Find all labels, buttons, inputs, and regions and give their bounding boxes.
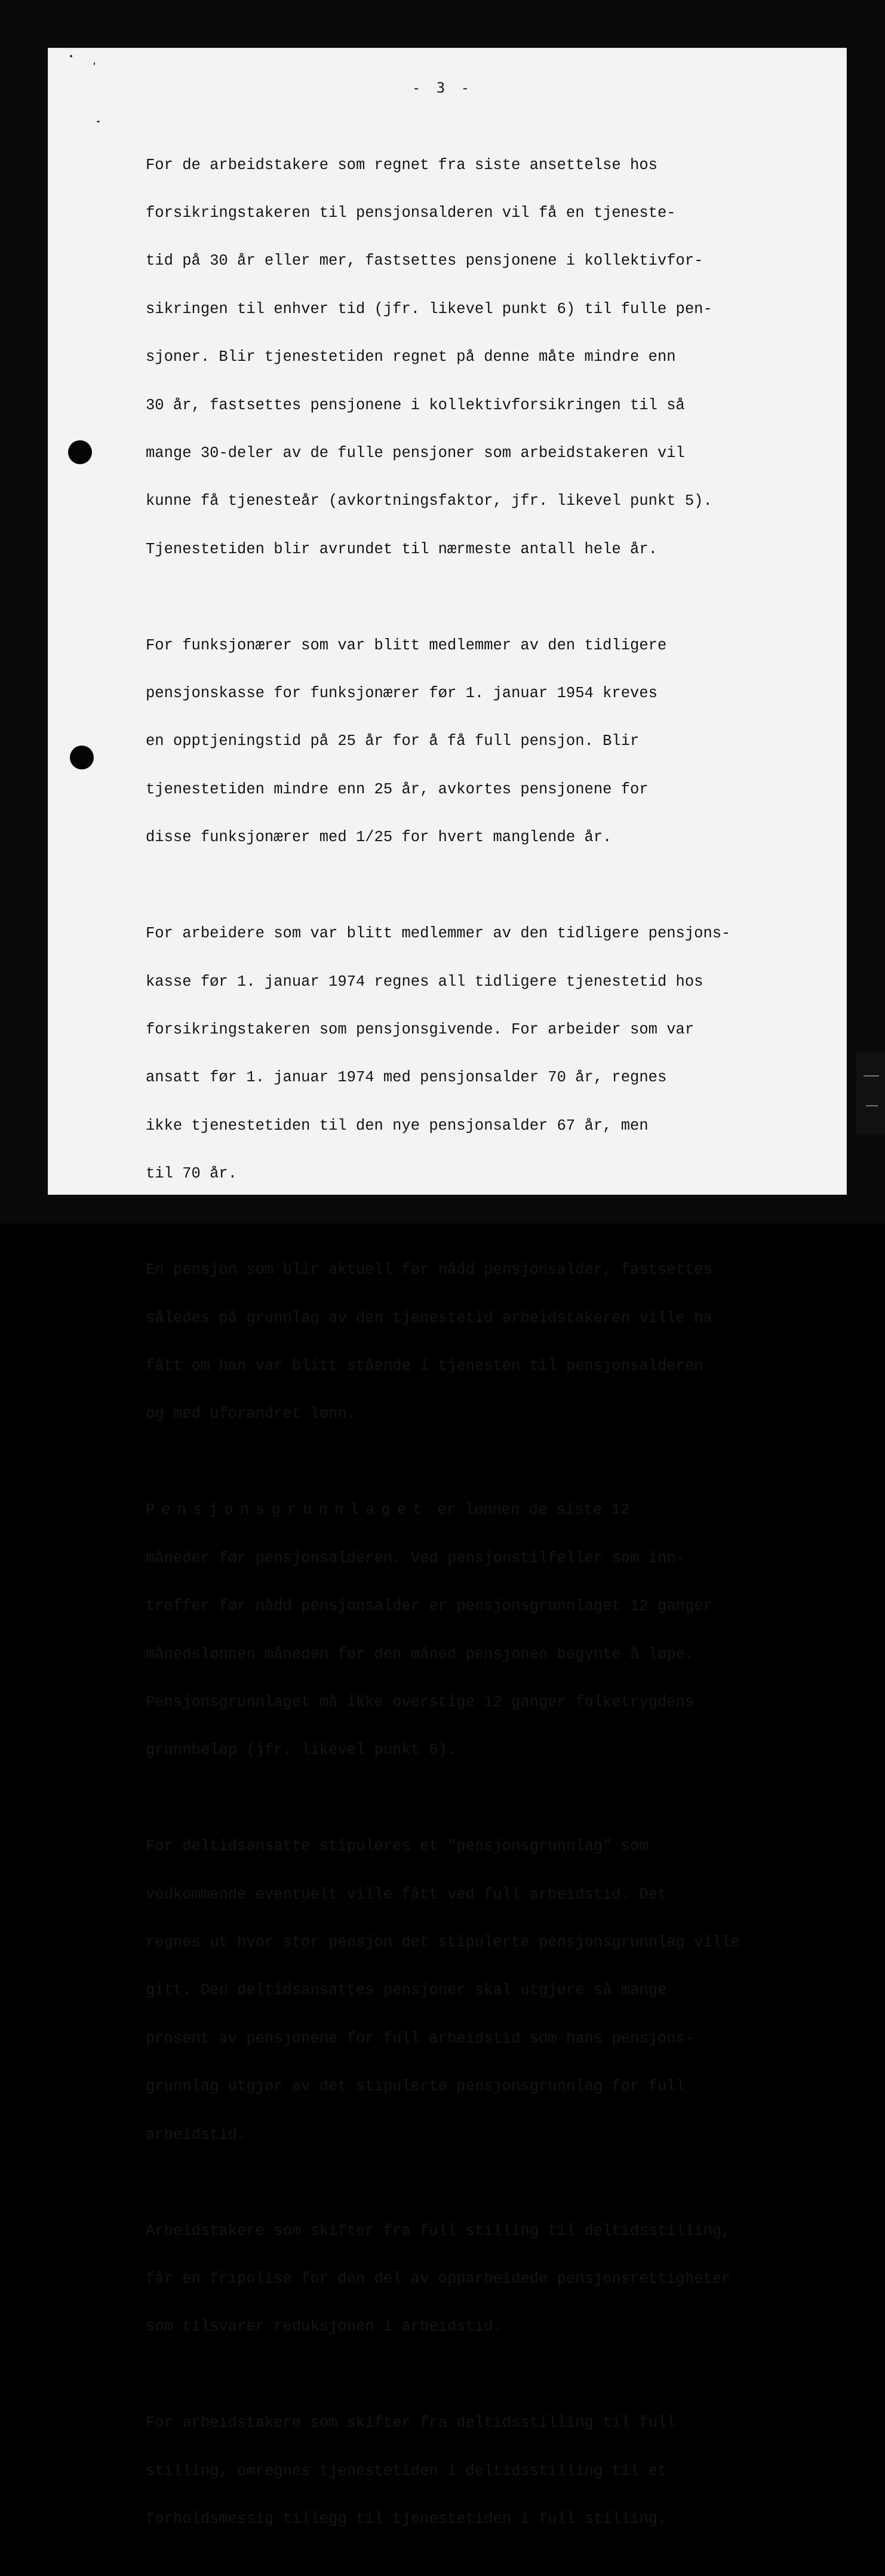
- text-line: sikringen til enhver tid (jfr. likevel punkt 6) til fulle pen-: [146, 300, 712, 318]
- text-line: ikke tjenestetiden til den nye pensjonsalder 67 år, men: [146, 1117, 649, 1134]
- text-line: For funksjonærer som var blitt medlemmer av den tidligere: [146, 636, 667, 654]
- paragraph: [146, 2191, 791, 2368]
- paragraph: [146, 894, 791, 1215]
- text-line: får en fripolise for den del av opparbeidede pensjonsrettigheter: [146, 2270, 731, 2287]
- scan-speck: [97, 121, 100, 122]
- text-line: treffer før nådd pensjonsalder er pensjonsgrunnlaget 12 ganger: [146, 1597, 712, 1615]
- text-line: arbeidstid.: [146, 2126, 247, 2143]
- text-line: Pensjonsgrunnlaget må ikke overstige 12 ganger folketrygdens: [146, 1693, 695, 1711]
- text-line: som tilsvarer reduksjonen i arbeidstid.: [146, 2318, 502, 2336]
- text-line: til 70 år.: [146, 1165, 238, 1183]
- paragraph: [146, 1807, 791, 2175]
- text-line: tjenestetiden mindre enn 25 år, avkortes pensjonene for: [146, 780, 649, 798]
- paragraph: [146, 1471, 791, 1791]
- text-line: grunnbeløp (jfr. likevel punkt 6).: [146, 1741, 457, 1759]
- text-line: En pensjon som blir aktuell før nådd pensjonsalder, fastsettes: [146, 1261, 712, 1279]
- text-line: fått om han var blitt stående i tjenesten til pensjonsalderen: [146, 1357, 703, 1375]
- text-line: således på grunnlag av den tjenestetid arbeidstakeren ville ha: [146, 1309, 712, 1327]
- text-line: måneder før pensjonsalderen. Ved pensjonstilfeller som inn-: [146, 1549, 685, 1567]
- text-line: og med uforandret lønn.: [146, 1405, 356, 1423]
- punch-hole-icon: [68, 440, 92, 464]
- paragraph: [146, 1231, 791, 1455]
- text-line: [146, 1502, 791, 1519]
- text-line: en opptjeningstid på 25 år for å få full pensjon. Blir: [146, 732, 640, 750]
- text-line: pensjonskasse for funksjonærer før 1. januar 1954 kreves: [146, 685, 657, 703]
- text-line: forsikringstakeren til pensjonsalderen vil få en tjeneste-: [146, 204, 676, 222]
- text-line: sjoner. Blir tjenestetiden regnet på denne måte mindre enn: [146, 348, 676, 366]
- text-line: gitt. Den deltidsansattes pensjoner skal utgjøre så mange: [146, 1982, 667, 2000]
- scanner-edge-mark: [856, 1051, 885, 1135]
- text-fragment: er lønnen de siste 12: [428, 1501, 630, 1519]
- text-line: månedslønnen måneden før den måned pensjonen begynte å løpe.: [146, 1645, 695, 1663]
- text-line: mange 30-deler av de fulle pensjoner som arbeidstakeren vil: [146, 444, 685, 462]
- text-line: forholdsmessig tillegg til tjenestetiden i full stilling.: [146, 2510, 667, 2528]
- page-number: - 3 -: [411, 79, 474, 96]
- text-line: grunnlag utgjør av det stipulerte pensjonsgrunnlag for full: [146, 2078, 685, 2096]
- scan-speck: [94, 62, 95, 65]
- text-line: forsikringstakeren som pensjonsgivende. For arbeider som var: [146, 1021, 695, 1039]
- text-line: Tjenestetiden blir avrundet til nærmeste antall hele år.: [146, 540, 657, 558]
- scan-speck: [70, 55, 72, 57]
- text-line: For arbeidstakere som skifter fra deltidsstilling til full: [146, 2414, 676, 2432]
- text-line: regnes ut hvor stor pensjon det stipulerte pensjonsgrunnlag ville: [146, 1934, 740, 1952]
- text-line: For de arbeidstakere som regnet fra siste ansettelse hos: [146, 156, 657, 174]
- text-line: kunne få tjenesteår (avkortningsfaktor, jfr. likevel punkt 5).: [146, 492, 712, 510]
- text-line: For deltidsansatte stipuleres et "pensjonsgrunnlag" som: [146, 1838, 649, 1856]
- document-body: [146, 125, 791, 2576]
- paragraph: [146, 125, 791, 590]
- paragraph: [146, 606, 791, 878]
- text-line: For arbeidere som var blitt medlemmer av den tidligere pensjons-: [146, 925, 731, 943]
- text-line: vedkommende eventuelt ville fått ved full arbeidstid. Det: [146, 1885, 667, 1903]
- text-line: Arbeidstakere som skifter fra full stilling til deltidsstilling,: [146, 2222, 731, 2240]
- paragraph: [146, 2384, 791, 2560]
- text-line: stilling, omregnes tjenestetiden i deltidsstilling til et: [146, 2462, 667, 2480]
- text-line: tid på 30 år eller mer, fastsettes pensjonene i kollektivfor-: [146, 252, 703, 270]
- text-line: kasse før 1. januar 1974 regnes all tidligere tjenestetid hos: [146, 973, 703, 990]
- emphasis-term: Pensjonsgrunnlaget: [146, 1501, 429, 1519]
- punch-hole-icon: [70, 746, 94, 769]
- text-line: disse funksjonærer med 1/25 for hvert manglende år.: [146, 829, 612, 847]
- text-line: ansatt før 1. januar 1974 med pensjonsalder 70 år, regnes: [146, 1069, 667, 1087]
- text-line: prosent av pensjonene for full arbeidstid som hans pensjons-: [146, 2029, 695, 2047]
- text-line: 30 år, fastsettes pensjonene i kollektivforsikringen til så: [146, 396, 685, 414]
